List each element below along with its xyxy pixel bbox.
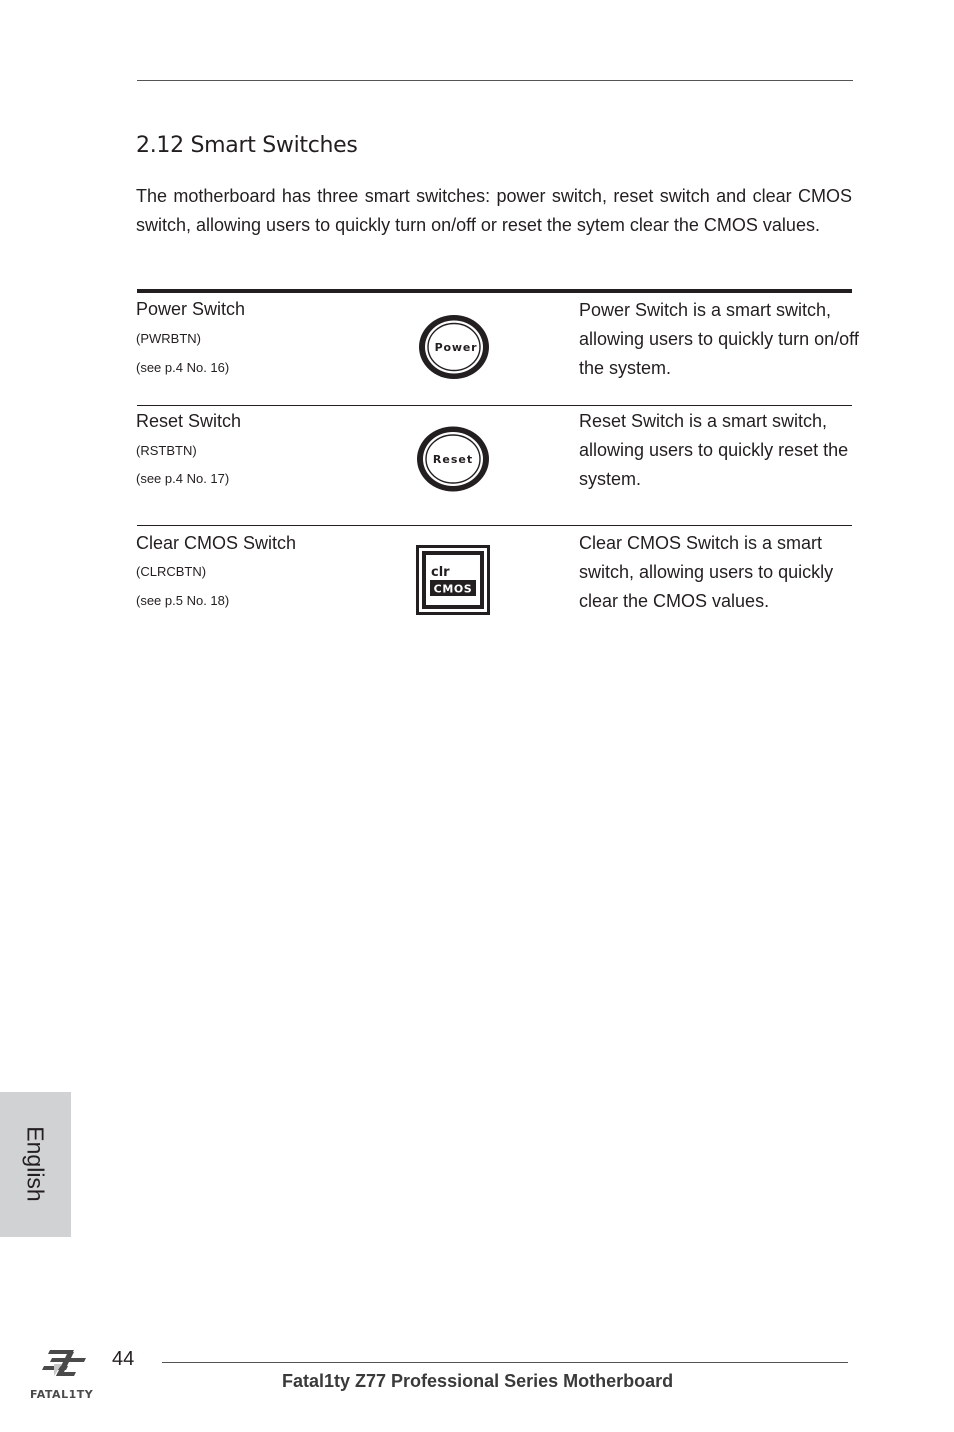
svg-text:clr: clr <box>431 565 450 580</box>
reset-button-icon <box>414 424 492 494</box>
switch-name: Clear CMOS Switch <box>136 533 297 553</box>
switch-code: (PWRBTN) <box>136 331 201 346</box>
svg-text:FATAL1TY: FATAL1TY <box>30 1388 94 1401</box>
svg-text:Reset: Reset <box>432 453 474 466</box>
switch-description: Clear CMOS Switch is a smart switch, allowing users to quickly clear the CMOS values. <box>579 533 834 611</box>
fatal1ty-logo <box>28 1346 106 1406</box>
svg-text:CMOS: CMOS <box>433 582 473 596</box>
language-tab <box>0 1092 71 1237</box>
section-title: 2.12 Smart Switches <box>136 133 358 158</box>
switch-description: Reset Switch is a smart switch, allowing users to quickly reset the system. <box>579 411 849 489</box>
switch-name: Reset Switch <box>136 411 242 431</box>
switch-page-ref: (see p.5 No. 18) <box>136 593 230 608</box>
page-number: 44 <box>112 1348 135 1370</box>
language-label: English <box>22 1126 49 1202</box>
table-top-rule <box>137 289 852 293</box>
switch-code: (RSTBTN) <box>136 443 197 458</box>
clear-cmos-button-icon <box>416 545 490 615</box>
header-rule <box>137 80 853 81</box>
switch-page-ref: (see p.4 No. 17) <box>136 471 230 486</box>
intro-paragraph: The motherboard has three smart switches: power switch, reset switch and clear CMOS switch, allowing users to quickly turn on/off or reset the sytem clear the CMOS values. <box>136 186 852 235</box>
switch-code: (CLRCBTN) <box>136 564 207 579</box>
footer-rule <box>162 1362 848 1363</box>
row-divider <box>137 405 852 406</box>
switch-name: Power Switch <box>136 299 246 319</box>
footer-title: Fatal1ty Z77 Professional Series Motherboard <box>282 1371 674 1391</box>
power-button-icon <box>416 312 492 382</box>
switch-description: Power Switch is a smart switch, allowing users to quickly turn on/off the system. <box>579 300 859 378</box>
switch-page-ref: (see p.4 No. 16) <box>136 360 230 375</box>
svg-text:Power: Power <box>434 341 478 354</box>
row-divider <box>137 525 852 526</box>
